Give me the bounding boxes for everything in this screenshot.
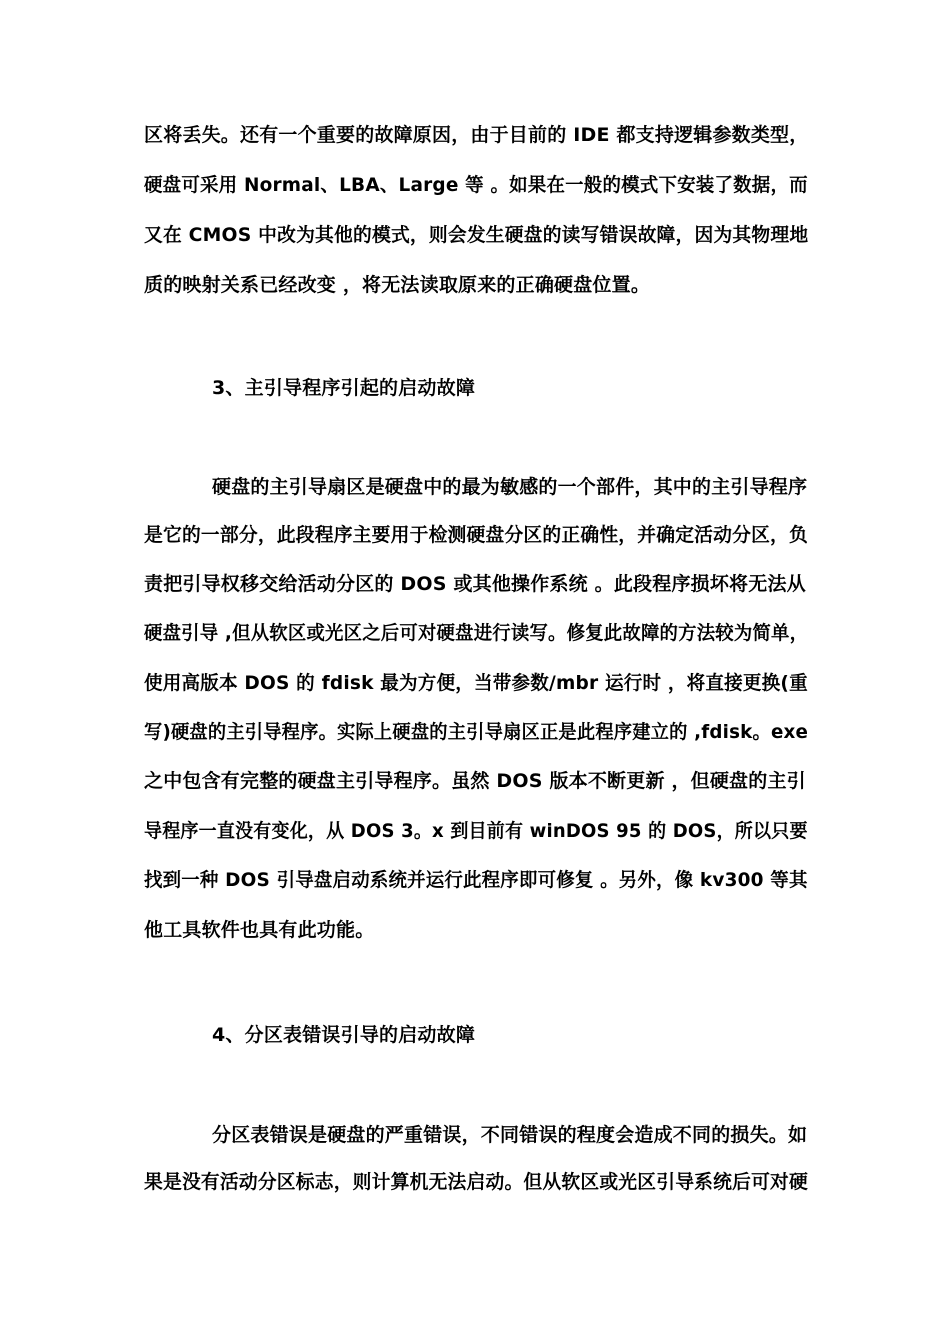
paragraph-line: 硬盘引导 ,但从软区或光区之后可对硬盘进行读写。修复此故障的方法较为简单，	[144, 622, 808, 644]
paragraph-line: 他工具软件也具有此功能。	[144, 919, 375, 941]
paragraph-line: 又在 CMOS 中改为其他的模式，则会发生硬盘的读写错误故障，因为其物理地	[144, 224, 808, 246]
paragraph-line: 硬盘的主引导扇区是硬盘中的最为敏感的一个部件，其中的主引导程序	[212, 476, 808, 498]
section-heading-4: 4、分区表错误引导的启动故障	[212, 1024, 476, 1046]
paragraph-line: 区将丢失。还有一个重要的故障原因，由于目前的 IDE 都支持逻辑参数类型，	[144, 124, 808, 146]
section-heading-3: 3、主引导程序引起的启动故障	[212, 377, 476, 399]
paragraph-line: 质的映射关系已经改变 ，将无法读取原来的正确硬盘位置。	[144, 274, 651, 296]
paragraph-line: 是它的一部分，此段程序主要用于检测硬盘分区的正确性，并确定活动分区，负	[144, 524, 808, 546]
paragraph-line: 之中包含有完整的硬盘主引导程序。虽然 DOS 版本不断更新 ，但硬盘的主引	[144, 770, 806, 792]
paragraph-line: 果是没有活动分区标志，则计算机无法启动。但从软区或光区引导系统后可对硬	[144, 1171, 808, 1193]
paragraph-line: 导程序一直没有变化，从 DOS 3。x 到目前有 winDOS 95 的 DOS，所以只要	[144, 820, 808, 842]
paragraph-line: 写)硬盘的主引导程序。实际上硬盘的主引导扇区正是此程序建立的 ,fdisk。exe	[144, 721, 808, 743]
paragraph-line: 分区表错误是硬盘的严重错误，不同错误的程度会造成不同的损失。如	[212, 1124, 808, 1146]
paragraph-line: 硬盘可采用 Normal、LBA、Large 等 。如果在一般的模式下安装了数据，而	[144, 174, 808, 196]
paragraph-line: 找到一种 DOS 引导盘启动系统并运行此程序即可修复 。另外，像 kv300 等其	[144, 869, 808, 891]
paragraph-line: 使用高版本 DOS 的 fdisk 最为方便，当带参数/mbr 运行时 ，将直接更换(重	[144, 672, 808, 694]
paragraph-line: 责把引导权移交给活动分区的 DOS 或其他操作系统 。此段程序损坏将无法从	[144, 573, 806, 595]
